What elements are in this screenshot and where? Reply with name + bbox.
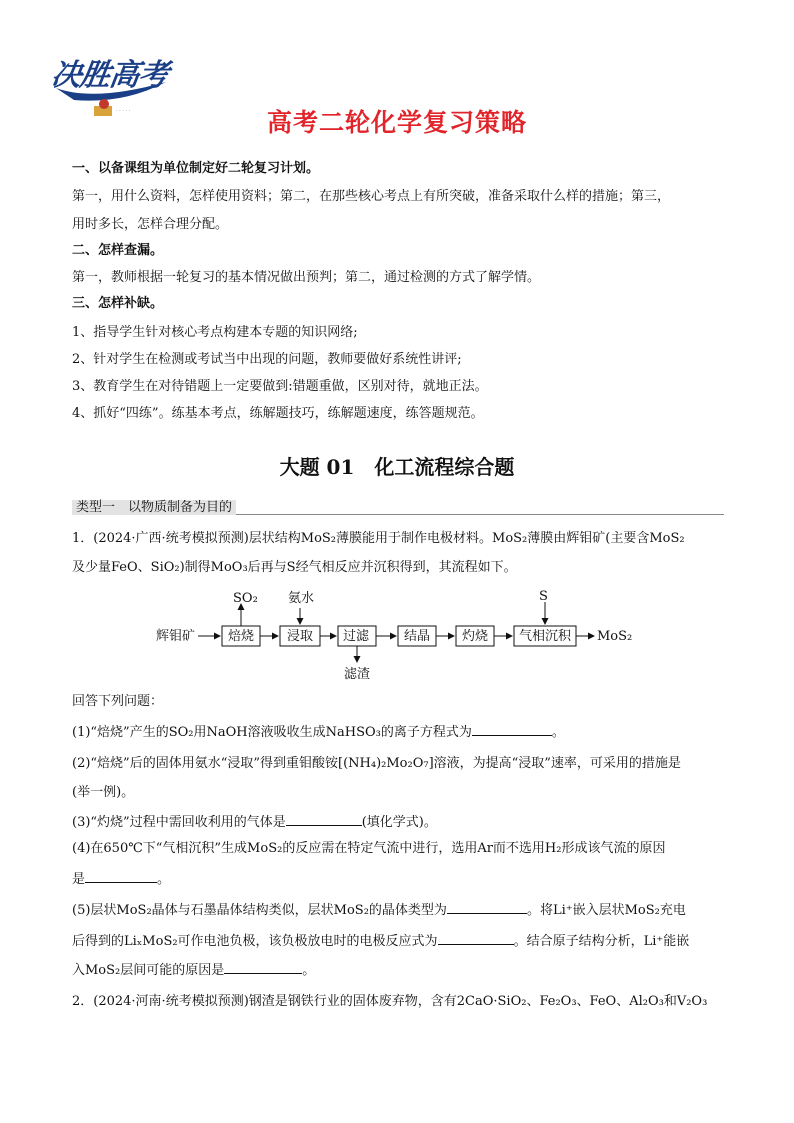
list-item: 1、指导学生针对核心考点构建本专题的知识网络; — [72, 325, 358, 340]
q1-sub-5c-text: 入MoS₂层间可能的原因是 — [72, 963, 225, 978]
answer-blank — [85, 869, 157, 883]
list-item: 4、抓好“四练”。练基本考点，练解题技巧，练解题速度，练答题规范。 — [72, 406, 484, 421]
q1-sub-5b-end: 。结合原子结构分析，Li⁺能嵌 — [513, 934, 690, 949]
q1-sub-5a-text: (5)层状MoS₂晶体与石墨晶体结构类似，层状MoS₂的晶体类型为 — [72, 903, 447, 918]
logo-text: 决胜高考 — [49, 58, 170, 93]
strategy-paragraph-2: 第一，教师根据一轮复习的基本情况做出预判；第二，通过检测的方式了解学情。 — [72, 270, 541, 285]
q1-stem-line-1: 1．(2024·广西·统考模拟预测)层状结构MoS₂薄膜能用于制作电极材料。MoS₂薄膜由辉钼矿(主要含MoS₂ — [72, 531, 685, 546]
q1-prompt: 回答下列问题： — [72, 694, 164, 709]
flow-output-label: MoS₂ — [597, 629, 633, 644]
answer-blank — [447, 900, 527, 914]
q1-sub-3-end: (填化学式)。 — [361, 815, 437, 830]
flow-input-label: 辉钼矿 — [156, 629, 196, 644]
q1-sub-1-text: (1)“焙烧”产生的SO₂用NaOH溶液吸收生成NaHSO₃的离子方程式为 — [72, 725, 472, 740]
flow-step-vapor-deposition: 气相沉积 — [519, 629, 572, 644]
flow-step-filter: 过滤 — [343, 629, 370, 644]
q1-sub-5b — [72, 931, 689, 951]
flow-step-leach: 浸取 — [287, 629, 314, 644]
answer-blank — [472, 722, 552, 736]
flow-residue-label: 滤渣 — [344, 667, 371, 682]
q1-sub-4b — [72, 869, 170, 889]
strategy-paragraph-1a: 第一，用什么资料，怎样使用资料；第二，在那些核心考点上有所突破，准备采取什么样的措施；第三， — [72, 189, 671, 204]
q1-stem-line-2: 及少量FeO、SiO₂)制得MoO₃后再与S经气相反应并沉积得到，其流程如下。 — [72, 560, 517, 575]
answer-blank — [224, 960, 302, 974]
strategy-paragraph-1b: 用时多长，怎样合理分配。 — [72, 217, 229, 232]
section-title: 大题 01 化工流程综合题 — [279, 455, 515, 479]
answer-blank — [438, 931, 514, 945]
q1-sub-3-text: (3)“灼烧”过程中需回收利用的气体是 — [72, 815, 286, 830]
flow-step-crystallize: 结晶 — [404, 629, 431, 644]
q1-sub-4a: (4)在650℃下“气相沉积”生成MoS₂的反应需在特定气流中进行，选用Ar而不选用H₂形成该气流的原因 — [72, 841, 666, 856]
q2-stem-line-1: 2．(2024·河南·统考模拟预测)钢渣是钢铁行业的固体废弃物，含有2CaO·SiO₂、Fe₂O₃、FeO、Al₂O₃和V₂O₃ — [72, 994, 708, 1009]
q1-sub-4b-end: 。 — [157, 872, 171, 887]
flow-ammonia-label: 氨水 — [288, 591, 315, 606]
svg-text:· · · · ·: · · · · · — [116, 108, 131, 114]
process-flow-diagram — [150, 588, 650, 684]
question-type-label: 类型一 以物质制备为目的 — [72, 500, 236, 515]
q1-sub-5a — [72, 900, 686, 920]
answer-blank — [286, 812, 362, 826]
strategy-heading-1: 一、以备课组为单位制定好二轮复习计划。 — [72, 161, 320, 176]
flow-so2-label: SO₂ — [233, 591, 258, 606]
page-title: 高考二轮化学复习策略 — [266, 108, 527, 137]
q1-sub-2b: (举一例)。 — [72, 785, 135, 800]
q1-sub-5a-end: 。将Li⁺嵌入层状MoS₂充电 — [526, 903, 686, 918]
question-type-tag — [72, 496, 724, 515]
list-item: 2、针对学生在检测或考试当中出现的问题，教师要做好系统性讲评; — [72, 352, 462, 367]
strategy-heading-2: 二、怎样查漏。 — [72, 243, 164, 258]
q1-sub-5b-text: 后得到的LiₓMoS₂可作电池负极，该负极放电时的电极反应式为 — [72, 934, 438, 949]
q1-sub-1-end: 。 — [551, 725, 565, 740]
flow-step-roast: 焙烧 — [228, 629, 255, 644]
q1-sub-5c — [72, 960, 315, 980]
list-item: 3、教育学生在对待错题上一定要做到:错题重做，区别对待，就地正法。 — [72, 379, 488, 394]
flow-sulfur-label: S — [539, 589, 548, 604]
flow-step-calcine: 灼烧 — [462, 629, 489, 644]
q1-sub-1 — [72, 722, 565, 742]
q1-sub-3 — [72, 812, 437, 832]
strategy-heading-3: 三、怎样补缺。 — [72, 296, 164, 311]
q1-sub-2a: (2)“焙烧”后的固体用氨水“浸取”得到重钼酸铵[(NH₄)₂Mo₂O₇]溶液，为提高“浸取”速率，可采用的措施是 — [72, 756, 681, 771]
q1-sub-4b-text: 是 — [72, 872, 86, 887]
q1-sub-5c-end: 。 — [302, 963, 316, 978]
